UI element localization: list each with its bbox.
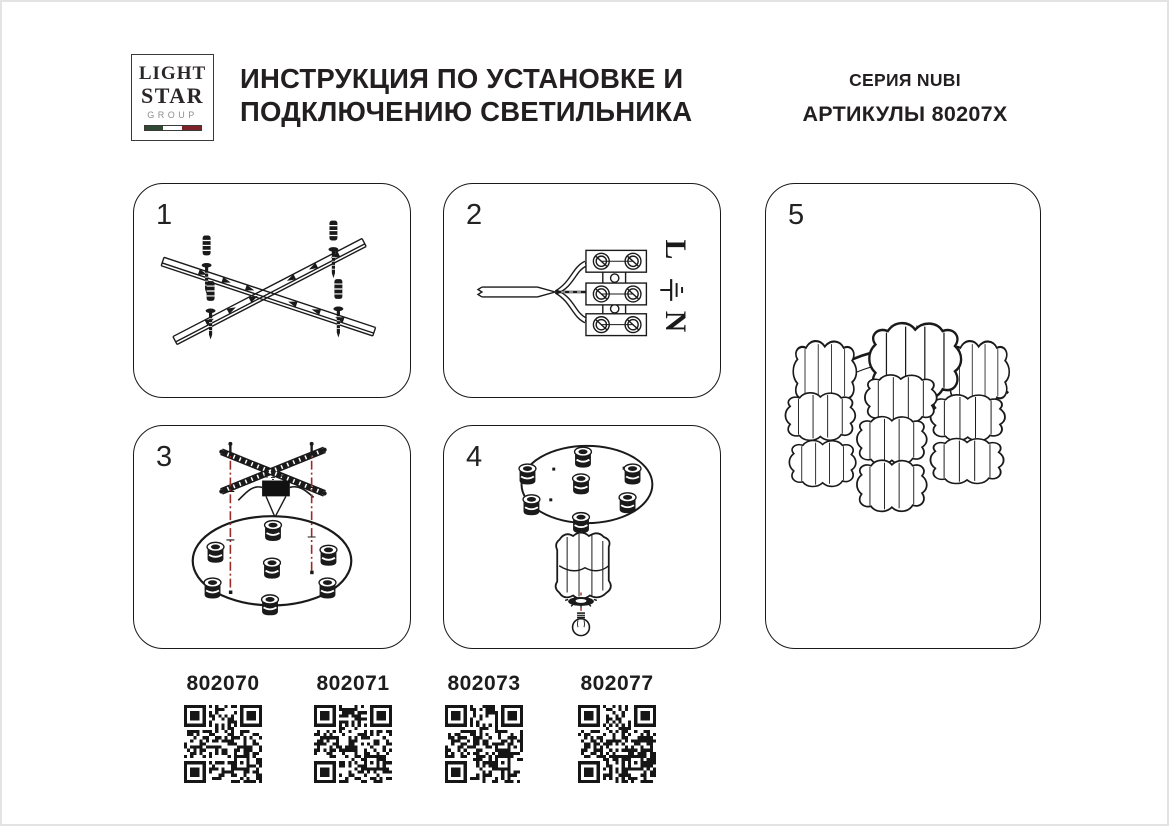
qr-code-802071 <box>314 705 392 783</box>
line-terminal-label: L <box>659 239 692 260</box>
series-name: СЕРИЯ NUBI <box>849 70 961 90</box>
step-panel-4 <box>443 425 721 649</box>
cloud-shade <box>556 533 611 599</box>
lightstar-logo <box>131 54 214 141</box>
article-column-802071 <box>298 672 408 783</box>
step-number-3: 3 <box>156 441 173 473</box>
article-column-802073 <box>429 672 539 783</box>
articles-label: АРТИКУЛЫ 80207X <box>802 102 1008 126</box>
canopy-alignment-diagram <box>134 426 410 648</box>
logo-word-star: STAR <box>140 83 205 108</box>
retaining-ring <box>565 597 597 608</box>
wiring-diagram <box>444 184 720 397</box>
title-line-2: ПОДКЛЮЧЕНИЮ СВЕТИЛЬНИКА <box>240 96 693 127</box>
logo-word-light: LIGHT <box>138 63 207 84</box>
mini-line-label: L <box>264 472 269 480</box>
article-column-802077 <box>562 672 672 783</box>
article-number: 802070 <box>186 672 260 695</box>
article-number: 802073 <box>447 672 521 695</box>
step-number-1: 1 <box>156 199 173 231</box>
flag-green-segment <box>145 126 164 130</box>
step-panel-2 <box>443 183 721 398</box>
logo-flag-bar <box>144 125 202 131</box>
step-panel-3 <box>133 425 411 649</box>
shade-assembly-diagram <box>444 426 720 648</box>
qr-code-802077 <box>578 705 656 783</box>
flag-red-segment <box>182 126 201 130</box>
step-number-5: 5 <box>788 199 805 231</box>
mini-neutral-label: N <box>278 472 284 480</box>
step-panel-5 <box>765 183 1041 649</box>
logo-word-group: GROUP <box>147 110 198 120</box>
title-line-1: ИНСТРУКЦИЯ ПО УСТАНОВКЕ И <box>240 63 684 94</box>
qr-code-802073 <box>445 705 523 783</box>
step-number-4: 4 <box>466 441 483 473</box>
neutral-terminal-label: N <box>659 310 692 333</box>
step-panel-1 <box>133 183 411 398</box>
assembled-fixture-diagram <box>766 184 1040 648</box>
article-column-802070 <box>168 672 278 783</box>
step-number-2: 2 <box>466 199 483 231</box>
qr-code-802070 <box>184 705 262 783</box>
light-bulb <box>573 612 590 635</box>
series-block <box>770 70 1040 127</box>
earth-symbol-icon <box>660 279 682 301</box>
article-number: 802077 <box>580 672 654 695</box>
cross-bracket-diagram <box>134 184 410 397</box>
article-number: 802071 <box>316 672 390 695</box>
flag-white-segment <box>163 126 182 130</box>
page-title <box>240 62 692 128</box>
